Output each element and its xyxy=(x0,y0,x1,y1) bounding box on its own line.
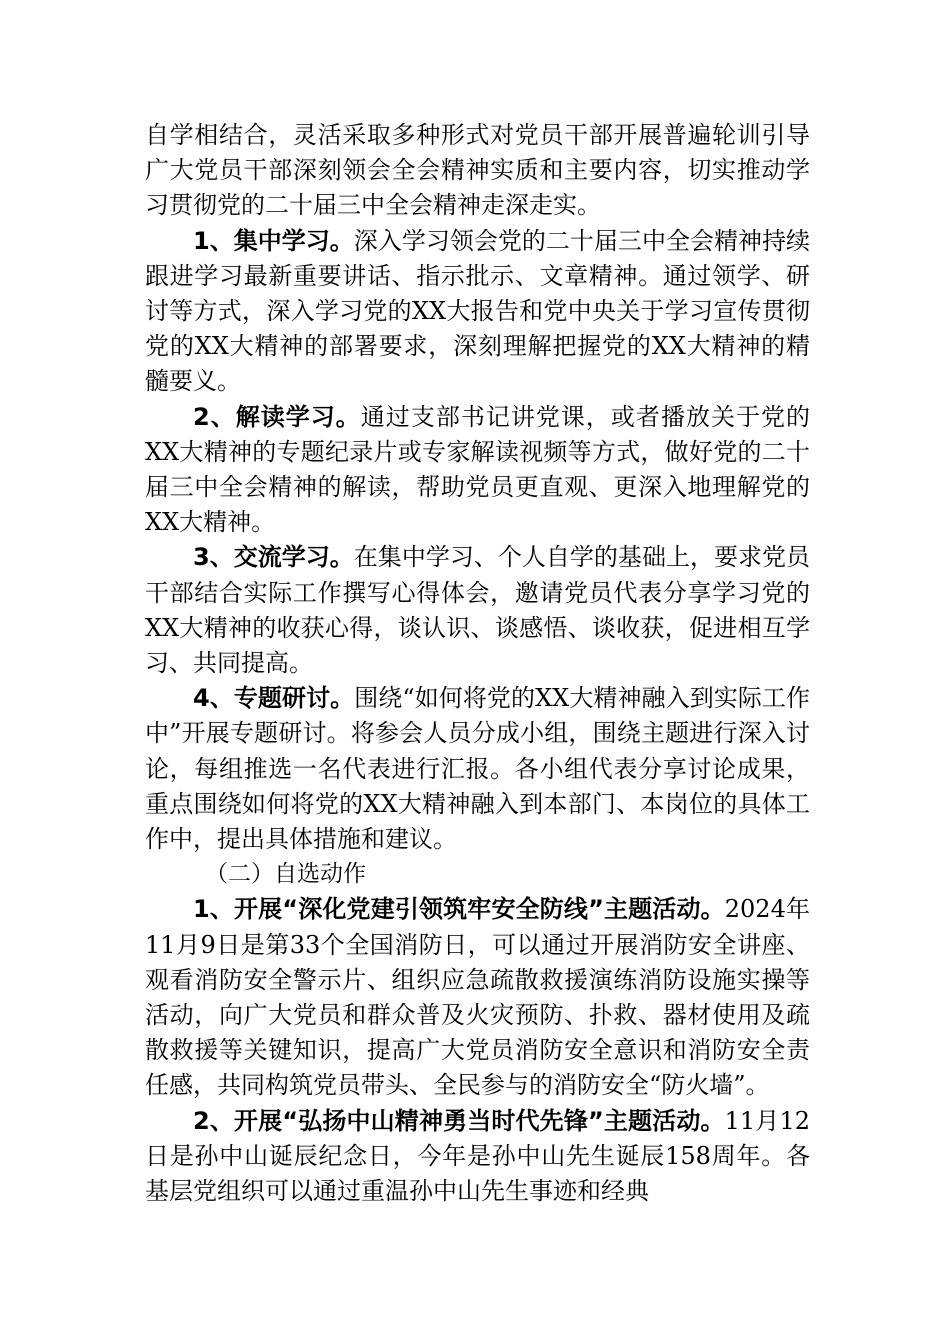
document-page xyxy=(145,118,810,1209)
paragraph-body: 在集中学习、个人自学的基础上，要求党员干部结合实际工作撰写心得体会，邀请党员代表分享学习党的XX大精神的收获心得，谈认识、谈感悟、谈收获，促进相互学习、共同提高。 xyxy=(145,543,811,678)
paragraph-special-seminar xyxy=(145,681,810,857)
paragraph-fire-safety-activity xyxy=(145,892,810,1103)
paragraph-body: 11月12日是孙中山诞辰纪念日，今年是孙中山先生诞辰158周年。各基层党组织可以通过重温孙中山先生事迹和经典 xyxy=(145,1106,810,1206)
paragraph-continuation: 自学相结合，灵活采取多种形式对党员干部开展普遍轮训引导广大党员干部深刻领会全会精神实质和主要内容，切实推动学习贯彻党的二十届三中全会精神走深走实。 xyxy=(145,121,810,220)
section-heading: （二）自选动作 xyxy=(205,861,366,888)
paragraph-body: 围绕“如何将党的XX大精神融入到实际工作中”开展专题研讨。将参会人员分成小组，围绕主题进行深入讨论，每组推选一名代表进行汇报。各小组代表分享讨论成果，重点围绕如何将党的XX大精神融入到本部门、本岗位的具体工作中，提出具体措施和建议。 xyxy=(145,684,810,854)
paragraph-exchange-study xyxy=(145,540,810,681)
paragraph-lead: 1、集中学习。 xyxy=(193,226,354,255)
paragraph-body: 深入学习领会党的二十届三中全会精神持续跟进学习最新重要讲话、指示批示、文章精神。通过领学、研讨等方式，深入学习党的XX大报告和党中央关于学习宣传贯彻党的XX大精神的部署要求，深刻理解把握党的XX大精神的精髓要义。 xyxy=(145,226,811,396)
paragraph-lead: 1、开展“深化党建引领筑牢安全防线”主题活动。 xyxy=(193,895,725,924)
paragraph-body: 2024年11月9日是第33个全国消防日，可以通过开展消防安全讲座、观看消防安全警示片、组织应急疏散救援演练消防设施实操等活动，向广大党员和群众普及火灾预防、扑救、器材使用及疏散救援等关键知识，提高广大党员消防安全意识和消防安全责任感，共同构筑党员带头、全民参与的消防安全“防火墙”。 xyxy=(145,895,810,1100)
paragraph-body: 通过支部书记讲党课，或者播放关于党的XX大精神的专题纪录片或专家解读视频等方式，做好党的二十届三中全会精神的解读，帮助党员更直观、更深入地理解党的XX大精神。 xyxy=(145,402,811,537)
paragraph-lead: 3、交流学习。 xyxy=(193,543,354,572)
paragraph-lead: 4、专题研讨。 xyxy=(193,684,355,713)
paragraph-interpretation-study xyxy=(145,400,810,541)
paragraph-lead: 2、解读学习。 xyxy=(193,402,361,431)
paragraph-lead: 2、开展“弘扬中山精神勇当时代先锋”主题活动。 xyxy=(193,1106,725,1135)
paragraph-zhongshan-activity xyxy=(145,1104,810,1210)
paragraph-centralized-study xyxy=(145,224,810,400)
